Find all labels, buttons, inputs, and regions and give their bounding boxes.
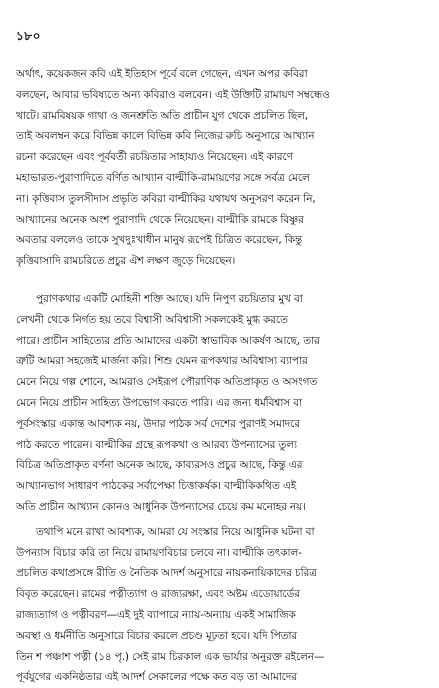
text-line: মেনে নিয়ে গল্প শোনে, আমরাও সেইরূপ পৌরাণিক অতিপ্রাকৃত ও অসংগত [16, 376, 318, 389]
text-line: রাজ্যত্যাগ ও পত্নীবরণ—এই দুই ব্যাপারে ন্যায়-অন্যায় একই সামাজিক [16, 608, 296, 621]
text-line: বিচিত্র অতিপ্রাকৃত বর্ণনা অনেক আছে, কাব্যরসও প্রচুর আছে, কিন্তু এর [16, 459, 303, 472]
text-line: বিবৃত করেছেন। রামের পত্নীত্যাগ ও রাজ্যরক্ষা, এবং অষ্টম এডোয়ার্ডের [16, 588, 300, 601]
body-text [16, 64, 430, 688]
text-line: ত্রুটি আমরা সহজেই মার্জনা করি। শিশু যেমন রূপকথার অবিশ্বাস্য ব্যাপার [16, 355, 308, 368]
text-line: খাটে। রামবিষয়ক গাথা ও জনশ্রুতি অতি প্রাচীন যুগ থেকে প্রচলিত ছিল, [16, 109, 308, 122]
text-line: মেনে নিয়ে প্রাচীন সাহিত্য উপভোগ করতে পারি। এর জন্য ধর্মবিশ্বাস বা [16, 396, 302, 409]
text-line: না। কৃত্তিবাস তুলসীদাস প্রভৃতি কবিরা বাল্মীকির যথাযথ অনুসরণ করেন নি, [16, 192, 316, 205]
text-line: পাঠ করতে পারেন। বাল্মীকির গ্রন্থে রূপকথা ও আরব্য উপন্যাসের তুল্য [16, 438, 297, 451]
text-line: কৃত্তিবাসাদি রামচরিতে প্রচুর ঐশ লক্ষণ জুড়ে দিয়েছেন। [16, 255, 236, 268]
text-line: পূর্বযুগের একনিষ্ঠতার এই আদর্শ সেকালের পক্ষে কত বড় তা আমাদের [16, 671, 297, 684]
text-line: তাই অবলম্বন করে বিভিন্ন কালে বিভিন্ন কবি নিজের রুচি অনুসারে আখ্যান [16, 130, 315, 143]
text-line: রচনা করেছেন এবং পূর্ববর্তী রচয়িতার সাহায্যও নিয়েছেন। এই কারণে [16, 151, 293, 164]
text-line: প্রচলিত কথাপ্রসঙ্গে রীতি ও নৈতিক আদর্শ অনুসারে নায়কনায়িকাদের চরিত্র [16, 567, 317, 580]
text-line: উপন্যাস বিচার করি তা নিয়ে রামায়ণবিচার চলবে না। বাল্মীকি তৎকাল- [16, 546, 302, 559]
text-line: আখ্যানের অনেক অংশ পুরাণাদি থেকে নিয়েছেন। বাল্মীকি রামকে বিষ্ণুর [16, 213, 304, 226]
text-line: আখ্যানভাগ সাধারণ পাঠকের সর্বাপেক্ষা চিত্তাকর্ষক। বাল্মীকিকথিত এই [16, 480, 297, 493]
text-line: বলছেন, আবার ভবিষ্যতে অন্য কবিরাও বলবেন। এই উক্তিটি রামায়ণ সম্বন্ধেও [16, 88, 330, 101]
paragraph-1 [16, 64, 430, 272]
text-line: তিন শ পঞ্চাশ পত্নী (১৪ পৃ.) সেই রাম চিরকাল এক ভার্যার অনুরক্ত রইলেন— [16, 650, 325, 663]
text-line: অবতার বললেও তাকে সুখদুঃখাধীন মানুষ রূপেই চিত্রিত করেছেন, কিন্তু [16, 234, 303, 247]
paragraph-gap [16, 272, 430, 289]
text-line: তথাপি মনে রাখা আবশ্যক, আমরা যে সংস্কার নিয়ে আধুনিক ঘটনা বা [36, 525, 315, 538]
text-line: অতি প্রাচীন আখ্যান কোনও আধুনিক উপন্যাসের চেয়ে কম মনোহর নয়। [16, 500, 306, 513]
page-number: ১৮০ [16, 29, 41, 43]
text-line: পূর্বসংস্কার একান্ত আবশ্যক নয়, উদার পাঠক সর্ব দেশের পুরাণই সমাদরে [16, 417, 300, 430]
paragraph-3 [16, 522, 430, 688]
text-line: পারে। প্রাচীন সাহিত্যের প্রতি আমাদের একটা স্বাভাবিক আকর্ষণ আছে, তার [16, 334, 320, 347]
text-line: অর্থাৎ, কয়েকজন কবি এই ইতিহাস পূর্বে বলে গেছেন, এখন অপর কবিরা [16, 68, 308, 80]
text-line: অবস্থা ও ধর্মনীতি অনুসারে বিচার করলে প্রচণ্ড মূঢ়তা হবে। যদি পিতার [16, 629, 298, 642]
text-line: পুরাণকথার একটি মোহিনী শক্তি আছে। যদি নিপুণ রচয়িতার মুখ বা [36, 292, 303, 305]
paragraph-2 [16, 289, 430, 518]
text-line: মহাভারত-পুরাণাদিতে বর্ণিত আখ্যান বাল্মীকি-রামায়ণের সঙ্গে সর্বত্র মেলে [16, 171, 310, 184]
text-line: লেখনী থেকে নির্গত হয় তবে বিশ্বাসী অবিশ্বাসী সকলকেই মুগ্ধ করতে [16, 313, 288, 326]
